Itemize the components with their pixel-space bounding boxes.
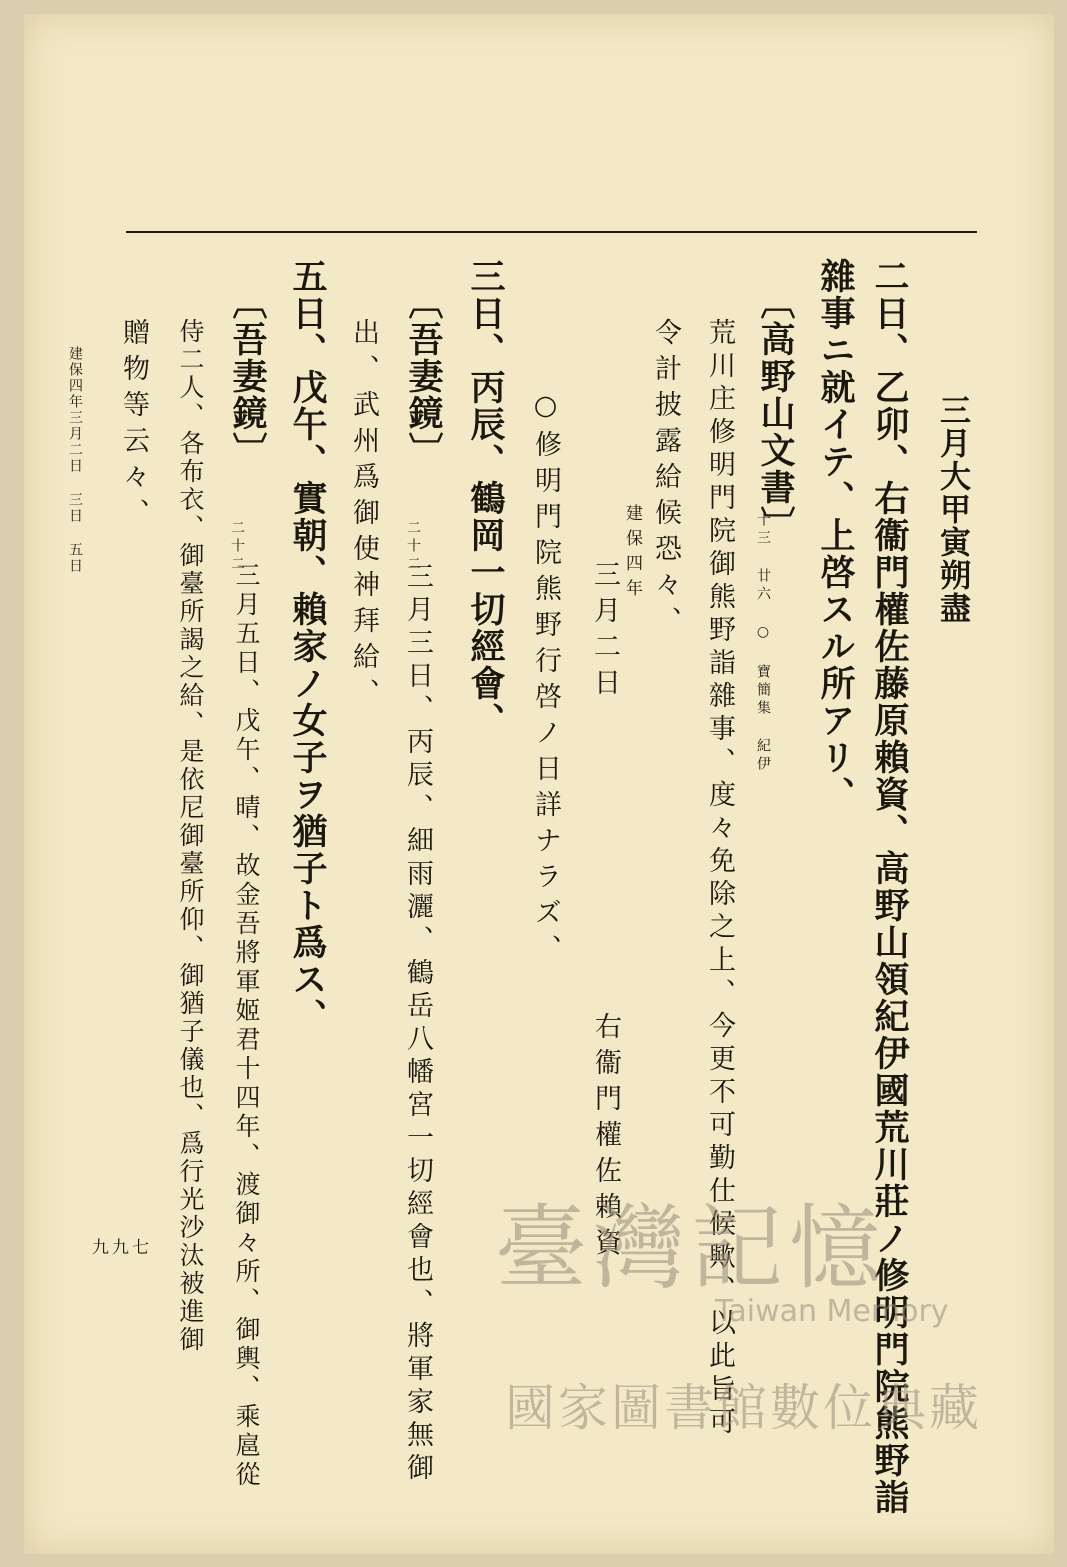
source-title: 〔高野山文書〕 bbox=[755, 284, 796, 543]
month-heading: 三月大甲寅朔盡 bbox=[934, 394, 970, 625]
watermark-title: 臺灣記憶 bbox=[495, 1195, 888, 1302]
entry-line-4: 五日、戊午、實朝、賴家ノ女子ヲ猶子ト爲ス、 bbox=[287, 258, 328, 1035]
watermark-library: 國家圖書館數位典藏 bbox=[505, 1379, 982, 1437]
source-note-3: 二十二 bbox=[229, 520, 245, 574]
margin-date-label: 建保四年三月二日 三日 五日 bbox=[67, 346, 83, 574]
editor-note: ○修明門院熊野行啓ノ日詳ナラズ、 bbox=[530, 390, 561, 970]
document-line-3: 三月三日、丙辰、細雨灑、鶴岳八幡宮一切經會也、將軍家無御 bbox=[402, 562, 433, 1486]
document-line-6: 侍二人、各布衣、御臺所謁之給、是依尼御臺所仰、御猶子儀也、爲行光沙汰被進御 bbox=[176, 318, 205, 1354]
entry-line-2: 雜事ニ就イテ、上啓スル所アリ、 bbox=[815, 258, 856, 813]
document-line-2: 令計披露給候恐々、 bbox=[650, 318, 681, 642]
document-line-1: 荒川庄修明門院御熊野詣雜事、度々免除之上、今更不可勤仕候歟、以此旨可 bbox=[704, 318, 735, 1440]
document-line-4: 出、武州爲御使神拜給、 bbox=[348, 318, 379, 714]
entry-line-1: 二日、乙卯、右衞門權佐藤原賴資、高野山領紀伊國荒川莊ノ修明門院熊野詣 bbox=[869, 258, 910, 1516]
watermark-english: Taiwan Memory bbox=[715, 1294, 949, 1329]
source-title-3: 〔吾妻鏡〕 bbox=[227, 284, 268, 469]
document-date: 三月二日 bbox=[589, 560, 620, 704]
source-title-2: 〔吾妻鏡〕 bbox=[403, 284, 444, 469]
source-note: 十三 廿六 ○ 寶簡集 紀伊 bbox=[755, 512, 771, 774]
source-note-2: 二十二 bbox=[405, 520, 421, 574]
entry-line-3: 三日、丙辰、鶴岡一切經會、 bbox=[465, 258, 506, 739]
page-number: 九九七 bbox=[92, 1238, 152, 1258]
document-line-5: 三月五日、戊午、晴、故金吾將軍姬君十四年、渡御々所、御輿、乘扈從 bbox=[232, 562, 261, 1490]
document-date-year: 建保四年 bbox=[622, 504, 642, 604]
document-line-7: 贈物等云々、 bbox=[118, 318, 149, 534]
document-signature: 右衞門權佐賴資 bbox=[590, 1012, 621, 1264]
header-rule bbox=[126, 231, 977, 233]
